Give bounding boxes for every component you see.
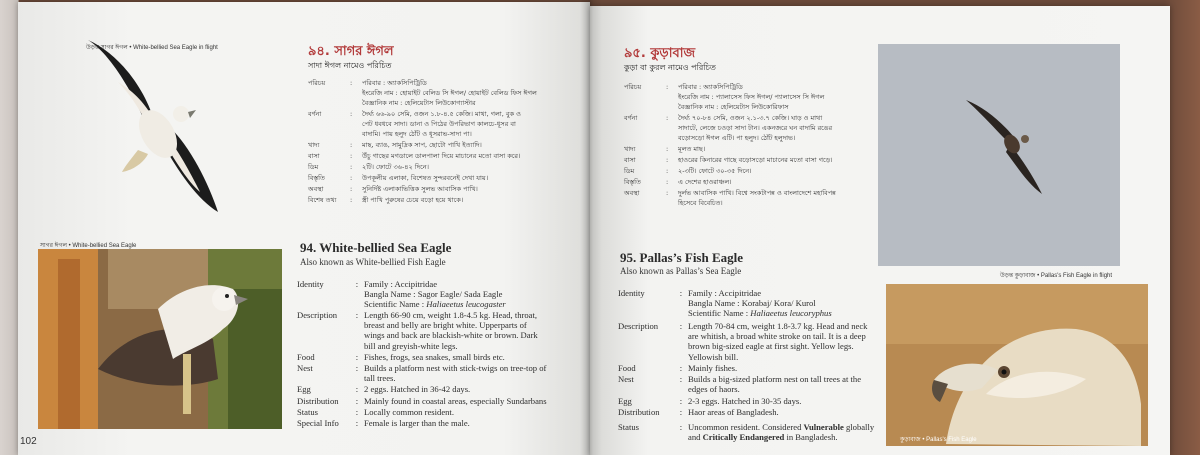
english-row-line: edges of haors. [688,384,740,395]
description-values [688,321,888,362]
bangla-row-value [362,109,578,139]
colon: : [666,178,669,186]
sea-eagle-flight-photo [78,32,228,222]
english-row-label: Distribution [618,406,660,417]
bangla-row-line: পেট ধবধবে সাদা। ডানা ও পিঠের উপরিভাগ কালচে-ধূসর বা [362,120,516,128]
pallas-eagle-head-photo [886,284,1148,446]
english-row-label: Description [297,310,338,320]
colon: : [679,395,683,406]
english-info-row [297,396,582,406]
bangla-row-line: সুনির্দিষ্ট এলাকাভিত্তিক সুলভ আবাসিক পাখি। [362,185,478,193]
english-row-value [364,352,582,362]
colon: : [666,114,669,122]
description-row [618,321,888,362]
bangla-row-value [362,184,578,194]
bangla-info-row [624,113,874,143]
bangla-row-value [362,173,578,183]
english-row-value [364,396,582,406]
colon: : [350,163,353,171]
identity-row [297,279,577,310]
english-info-row [618,374,888,394]
page-number: 102 [20,436,37,447]
status-text: in Bangladesh. [784,432,838,443]
scientific-name: Haliaeetus leucoryphus [750,308,832,319]
english-row-line: 2-3 eggs. Hatched in 30-35 days. [688,395,802,406]
top-photo-caption: উড়ন্ত কুড়াবাজ • Pallas's Fish Eagle in flight [1000,273,1113,279]
bangla-title: ৯৫. কুড়াবাজ [624,46,696,61]
english-row-line: wings and back are blackish-white or brown. Dark [364,330,538,341]
english-info-row [297,352,582,362]
english-row-label: Egg [297,384,311,395]
bangla-row-label: ডিম [624,167,635,175]
bangla-row-value [678,166,874,176]
english-row-label: Distribution [297,395,339,406]
bangla-info-row [308,140,578,150]
status-values [688,422,888,442]
colon: : [679,422,683,432]
status-label: Status [618,422,640,432]
bangla-row-label: অবস্থা [624,189,640,197]
colon: : [355,363,359,373]
book-gutter [580,0,602,455]
bangla-row-label: খাদ্য [624,145,636,153]
status-critically-endangered: Critically Endangered [702,432,785,443]
colon: : [666,145,669,153]
bangla-row-label: বর্ণনা [308,110,322,118]
colon: : [355,310,359,320]
colon: : [679,363,683,373]
bangla-row-value [678,113,874,143]
left-page [18,2,590,455]
bangla-subtitle: কুড়া বা কুরল নামেও পরিচিত [624,63,716,72]
description-line: Length 70-84 cm, weight 1.8-3.7 kg. Head and neck [688,321,868,331]
colon: : [350,152,353,160]
colon: : [355,384,359,395]
bangla-row-value [362,140,578,150]
bangla-row-line: সাদাটে, লেজে চওড়া সাদা টান। একনজরে ঘন বাদামি রঙের [678,124,833,132]
bangla-row-label: পরিচয় [308,79,326,87]
bangla-row-line: বৈজ্ঞানিক নাম : হেলিয়েটাস লিউকোরিফাস [678,103,789,111]
bangla-row-line: পরিবার : অ্যাকসিপিট্রিডি [678,83,743,91]
bangla-row-line: স্ত্রী পাখি পুরুষের চেয়ে বড়ো হয়ে থাকে। [362,196,464,204]
bangla-row-label: বাসা [624,156,636,164]
bangla-row-line: বাদামি। পায় হলুদ ঠোঁট ও ধূসরাভ-সাদা পা। [362,130,472,138]
bangla-info-row [308,184,578,194]
identity-label: Identity [618,288,645,298]
scientific-label: Scientific Name : [688,308,751,319]
english-row-value [688,407,888,417]
colon: : [666,83,669,91]
english-row-value [364,418,582,428]
bangla-row-label: অবস্থা [308,185,324,193]
bangla-name-line: Bangla Name : Korabaj/ Kora/ Kurol [688,298,816,309]
bangla-row-label: বাসা [308,152,320,160]
colon: : [679,406,683,417]
colon: : [350,110,353,118]
english-row-value [688,396,888,406]
english-row-label: Food [618,363,636,373]
colon: : [679,288,683,298]
bangla-row-value [678,155,874,165]
colon: : [355,279,359,289]
family-line: Family : Accipitridae [688,288,762,298]
description-line: are whitish, a broad white stroke on tail. It is a deep [688,331,866,342]
english-title: 95. Pallas’s Fish Eagle [620,250,744,265]
colon: : [350,141,353,149]
bangla-row-value [678,177,874,187]
right-page [590,6,1170,455]
bangla-info-row [308,162,578,172]
bangla-row-line: দৈর্ঘ্য ৭০-৮৪ সেমি, ওজন ২.১-৩.৭ কেজি। ঘাড় ও মাথা [678,114,823,122]
bangla-row-value [362,162,578,172]
english-row-label: Nest [618,374,634,385]
bangla-row-label: পরিচয় [624,83,642,91]
bangla-row-label: বর্ণনা [624,114,638,122]
bangla-info-row [624,177,874,187]
bangla-info-row [624,188,874,208]
bangla-row-line: উপকূলীয় এলাকা, বিশেষত সুন্দরবনেই দেখা যায়। [362,174,489,182]
bangla-row-label: বিস্তৃতি [308,174,325,182]
colon: : [666,156,669,164]
bangla-info-row [624,166,874,176]
description-label: Description [618,321,659,331]
status-text: Uncommon resident. Considered [688,422,804,432]
english-row-value [688,363,888,373]
bangla-row-value [678,188,874,208]
bangla-row-value [362,195,578,205]
bangla-row-line: দুর্লভ আবাসিক পাখি। বিশ্বে সংকটাপন্ন ও বাংলাদেশে মহাবিপন্ন [678,189,836,197]
colon: : [355,406,359,417]
bangla-info-row [624,155,874,165]
english-row-label: Food [297,351,315,362]
pallas-eagle-flight-photo [878,44,1120,266]
english-info-row [297,310,582,351]
identity-values [364,279,577,310]
english-row-line: Fishes, frogs, sea snakes, small birds etc. [364,351,505,362]
family-line: Family : Accipitridae [364,279,438,289]
english-row-value [364,363,582,383]
bangla-row-value [362,78,578,108]
english-row-label: Nest [297,363,313,373]
english-info-row [297,418,582,428]
colon: : [666,167,669,175]
english-row-line: Builds a platform nest with stick-twigs on tree-top of [364,363,547,373]
english-row-value [364,384,582,394]
english-row-line: Female is larger than the male. [364,418,470,428]
english-subtitle: Also known as White-bellied Fish Eagle [300,257,446,267]
description-line: brown big-sized eagle at first sight. Yellow legs. [688,341,854,352]
bangla-row-line: মূলত মাছ। [678,145,706,153]
bangla-row-line: পরিবার : অ্যাকসিপিট্রিডি [362,79,427,87]
english-info-row [297,407,582,417]
sea-eagle-perched-photo [38,249,282,429]
status-text: and [688,432,703,443]
status-text: globally [843,422,875,432]
english-row-line: bill and greyish-white legs. [364,340,458,351]
english-info-row [297,384,582,394]
scientific-label: Scientific Name : [364,299,427,310]
bangla-info-row [308,78,578,108]
english-row-line: Builds a big-sized platform nest on tall trees at the [688,374,862,385]
bangla-row-line: ২টি। ফোটে ৩৬-৪২ দিনে। [362,163,429,171]
status-vulnerable: Vulnerable [803,422,844,432]
bangla-row-label: ডিম [308,163,319,171]
bangla-row-value [678,82,874,112]
bangla-row-line: ইংরেজি নাম : প্যালাসেস ফিস ঈগল/ প্যালাসেস সি ঈগল [678,93,825,101]
english-row-line: Length 66-90 cm, weight 1.8-4.5 kg. Head, throat, [364,310,538,320]
english-row-line: Haor areas of Bangladesh. [688,406,779,417]
colon: : [355,418,359,428]
description-line: Yellowish bill. [688,351,739,362]
english-row-line: Locally common resident. [364,406,454,417]
english-row-value [364,310,582,351]
english-row-value [364,407,582,417]
colon: : [666,189,669,197]
english-row-line: breast and belly are bright white. Upperparts of [364,320,527,331]
bangla-row-value [362,151,578,161]
bangla-row-line: বৈজ্ঞানিক নাম : হেলিয়েটাস লিউকোগ্যাস্টার [362,99,476,107]
english-row-line: Mainly found in coastal areas, especially Sundarbans [364,395,547,406]
bangla-row-value [678,144,874,154]
bangla-row-line: মাছ, ব্যাঙ, সামুদ্রিক সাপ, ছোটো পাখি ইত্যাদি। [362,141,482,149]
status-row [618,422,888,442]
bangla-subtitle: সাদা ঈগল নামেও পরিচিত [308,61,392,70]
english-info-row [618,407,888,417]
bangla-row-line: বড়োসড়ো ঈগল এটি। পা হলুদ। ঠোঁট হলুদাভ। [678,134,796,142]
bangla-row-line: উঁচু গাছের মগডালে ডালপালা দিয়ে মাচানের মতো বাসা করে। [362,152,521,160]
bangla-info-row [308,151,578,161]
bangla-row-label: বিশেষ তথ্য [308,196,337,204]
english-row-line: 2 eggs. Hatched in 36-42 days. [364,384,471,395]
english-info-row [618,396,888,406]
english-title: 94. White-bellied Sea Eagle [300,240,452,255]
bangla-row-line: হাওরের কিনারের গাছে বড়োসড়ো মাচানের মতো বাসা গড়ে। [678,156,833,164]
bangla-info-row [624,82,874,112]
bangla-info-row [308,195,578,205]
english-row-label: Special Info [297,418,339,428]
identity-label: Identity [297,279,324,289]
colon: : [350,79,353,87]
english-subtitle: Also known as Pallas’s Sea Eagle [620,266,742,276]
bottom-photo-caption: সাগর ঈগল • White-bellied Sea Eagle [40,243,137,249]
bottom-photo-caption: কুড়াবাজ • Pallas's Fish Eagle [900,437,977,443]
colon: : [355,351,359,362]
bangla-title: ৯৪. সাগর ঈগল [308,44,394,59]
bangla-row-line: হিসেবে বিবেচিত। [678,199,723,207]
identity-row [618,288,888,319]
colon: : [679,374,683,385]
colon: : [350,185,353,193]
english-row-label: Egg [618,395,632,406]
bangla-row-label: বিস্তৃতি [624,178,641,186]
english-row-value [688,374,888,394]
colon: : [350,196,353,204]
colon: : [355,395,359,406]
colon: : [350,174,353,182]
bangla-row-line: এ দেশের হাওরাঞ্চল। [678,178,732,186]
colon: : [679,321,683,331]
scientific-name: Haliaeetus leucogaster [426,299,506,310]
english-info-row [297,363,582,383]
english-info-row [618,363,888,373]
english-row-line: tall trees. [364,373,396,384]
bangla-info-row [308,173,578,183]
english-row-label: Status [297,406,319,417]
bangla-name-line: Bangla Name : Sagor Eagle/ Sada Eagle [364,289,503,300]
english-row-line: Mainly fishes. [688,363,738,373]
bangla-row-line: ২-৩টি। ফোটে ৩০-৩৫ দিনে। [678,167,752,175]
bangla-row-line: ইংরেজি নাম : হোয়াইট বেলিড সি ঈগল/ হোয়াইট বেলিড ফিস ঈগল [362,89,537,97]
top-photo-caption: উড়ন্ত সাগর ঈগল • White-bellied Sea Eagle in flight [86,45,218,51]
bangla-info-row [308,109,578,139]
bangla-row-label: খাদ্য [308,141,320,149]
identity-values [688,288,888,319]
bangla-row-line: দৈর্ঘ্য ৬৬-৯০ সেমি, ওজন ১.৮-৪.৫ কেজি। মাথা, গলা, বুক ও [362,110,521,118]
bangla-info-row [624,144,874,154]
